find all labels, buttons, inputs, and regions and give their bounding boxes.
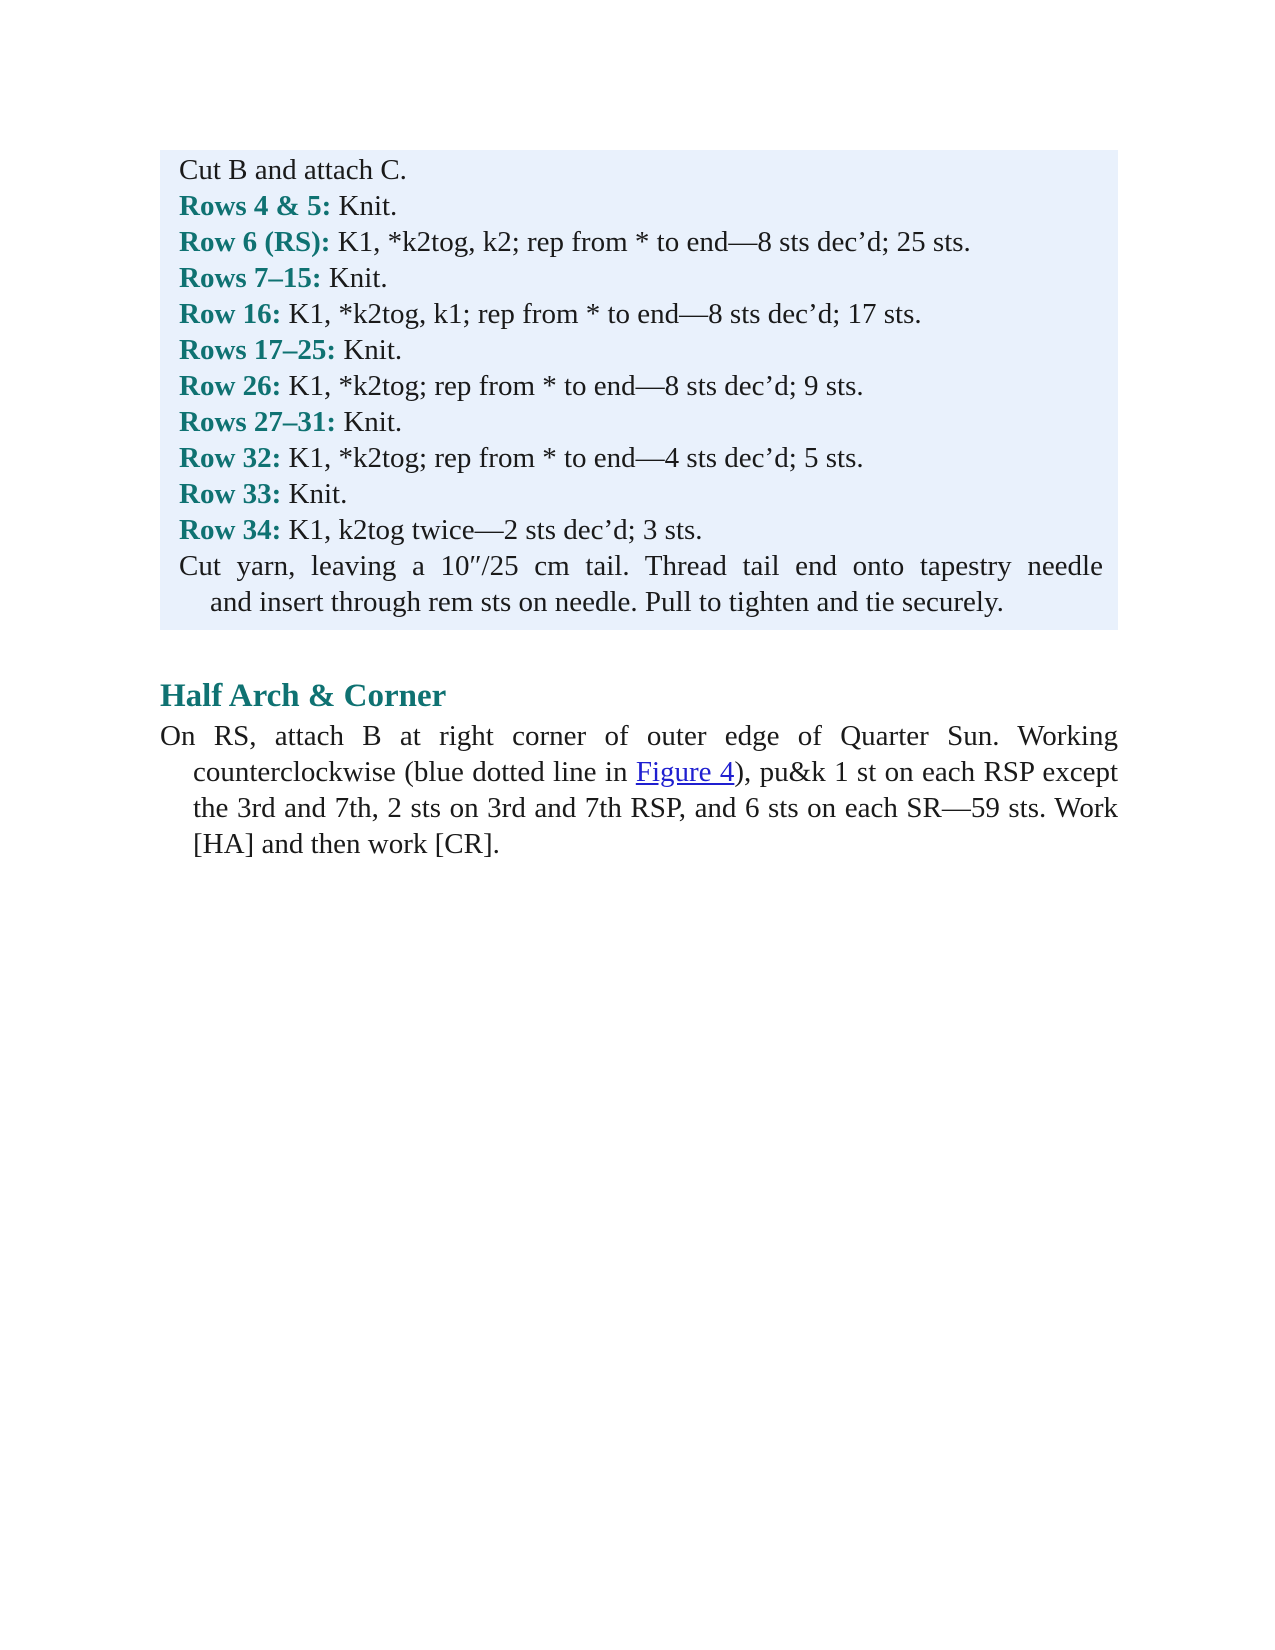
row-text: Knit.	[336, 334, 403, 366]
finishing-instructions	[179, 548, 1103, 620]
intro-line: Cut B and attach C.	[179, 154, 407, 186]
row-text: Knit.	[281, 478, 348, 510]
section-heading: Half Arch & Corner	[160, 678, 447, 714]
row-label: Row 33:	[179, 478, 282, 510]
row-label: Row 26:	[179, 370, 282, 402]
row-text: K1, *k2tog; rep from * to end—4 sts dec’d; 5 sts.	[281, 442, 864, 474]
row-label: Rows 27–31:	[179, 406, 337, 438]
row-instruction	[179, 332, 1103, 368]
section-paragraph	[160, 718, 1118, 862]
row-label: Rows 4 & 5:	[179, 190, 332, 222]
row-instruction	[179, 512, 1103, 548]
finishing-line-1: Cut yarn, leaving a 10″/25 cm tail. Thread tail end onto tapestry needle	[179, 550, 1103, 582]
row-label: Rows 17–25:	[179, 334, 337, 366]
row-instruction	[179, 260, 1103, 296]
row-text: K1, *k2tog, k1; rep from * to end—8 sts dec’d; 17 sts.	[281, 298, 922, 330]
row-instruction	[179, 440, 1103, 476]
row-label: Row 6 (RS):	[179, 226, 331, 258]
row-instruction	[179, 368, 1103, 404]
instructions-box	[160, 150, 1118, 630]
row-text: Knit.	[331, 190, 398, 222]
row-text: Knit.	[321, 262, 388, 294]
row-text: K1, *k2tog; rep from * to end—8 sts dec’d; 9 sts.	[281, 370, 864, 402]
row-text: Knit.	[336, 406, 403, 438]
paragraph-text-before-link: On RS, attach B at right corner of outer edge of Quarter Sun. Working counterclockwise (blue dotted line in	[160, 720, 1118, 788]
paragraph-text-after-link: ), pu&k 1 st on each RSP except the 3rd and 7th, 2 sts on 3rd and 7th RSP, and 6 sts on each SR—59 sts. Work [HA] and then work [CR].	[193, 756, 1118, 860]
row-text: K1, k2tog twice—2 sts dec’d; 3 sts.	[281, 514, 703, 546]
row-label: Row 32:	[179, 442, 282, 474]
half-arch-section	[160, 676, 1118, 862]
row-instruction	[179, 404, 1103, 440]
row-label: Row 16:	[179, 298, 282, 330]
row-instruction	[179, 296, 1103, 332]
row-instruction	[179, 224, 1103, 260]
row-instruction	[179, 476, 1103, 512]
row-label: Row 34:	[179, 514, 282, 546]
row-text: K1, *k2tog, k2; rep from * to end—8 sts dec’d; 25 sts.	[330, 226, 971, 258]
finishing-line-2: and insert through rem sts on needle. Pull to tighten and tie securely.	[210, 586, 1004, 618]
row-instruction	[179, 188, 1103, 224]
row-label: Rows 7–15:	[179, 262, 322, 294]
figure-4-link[interactable]: Figure 4	[635, 756, 735, 788]
